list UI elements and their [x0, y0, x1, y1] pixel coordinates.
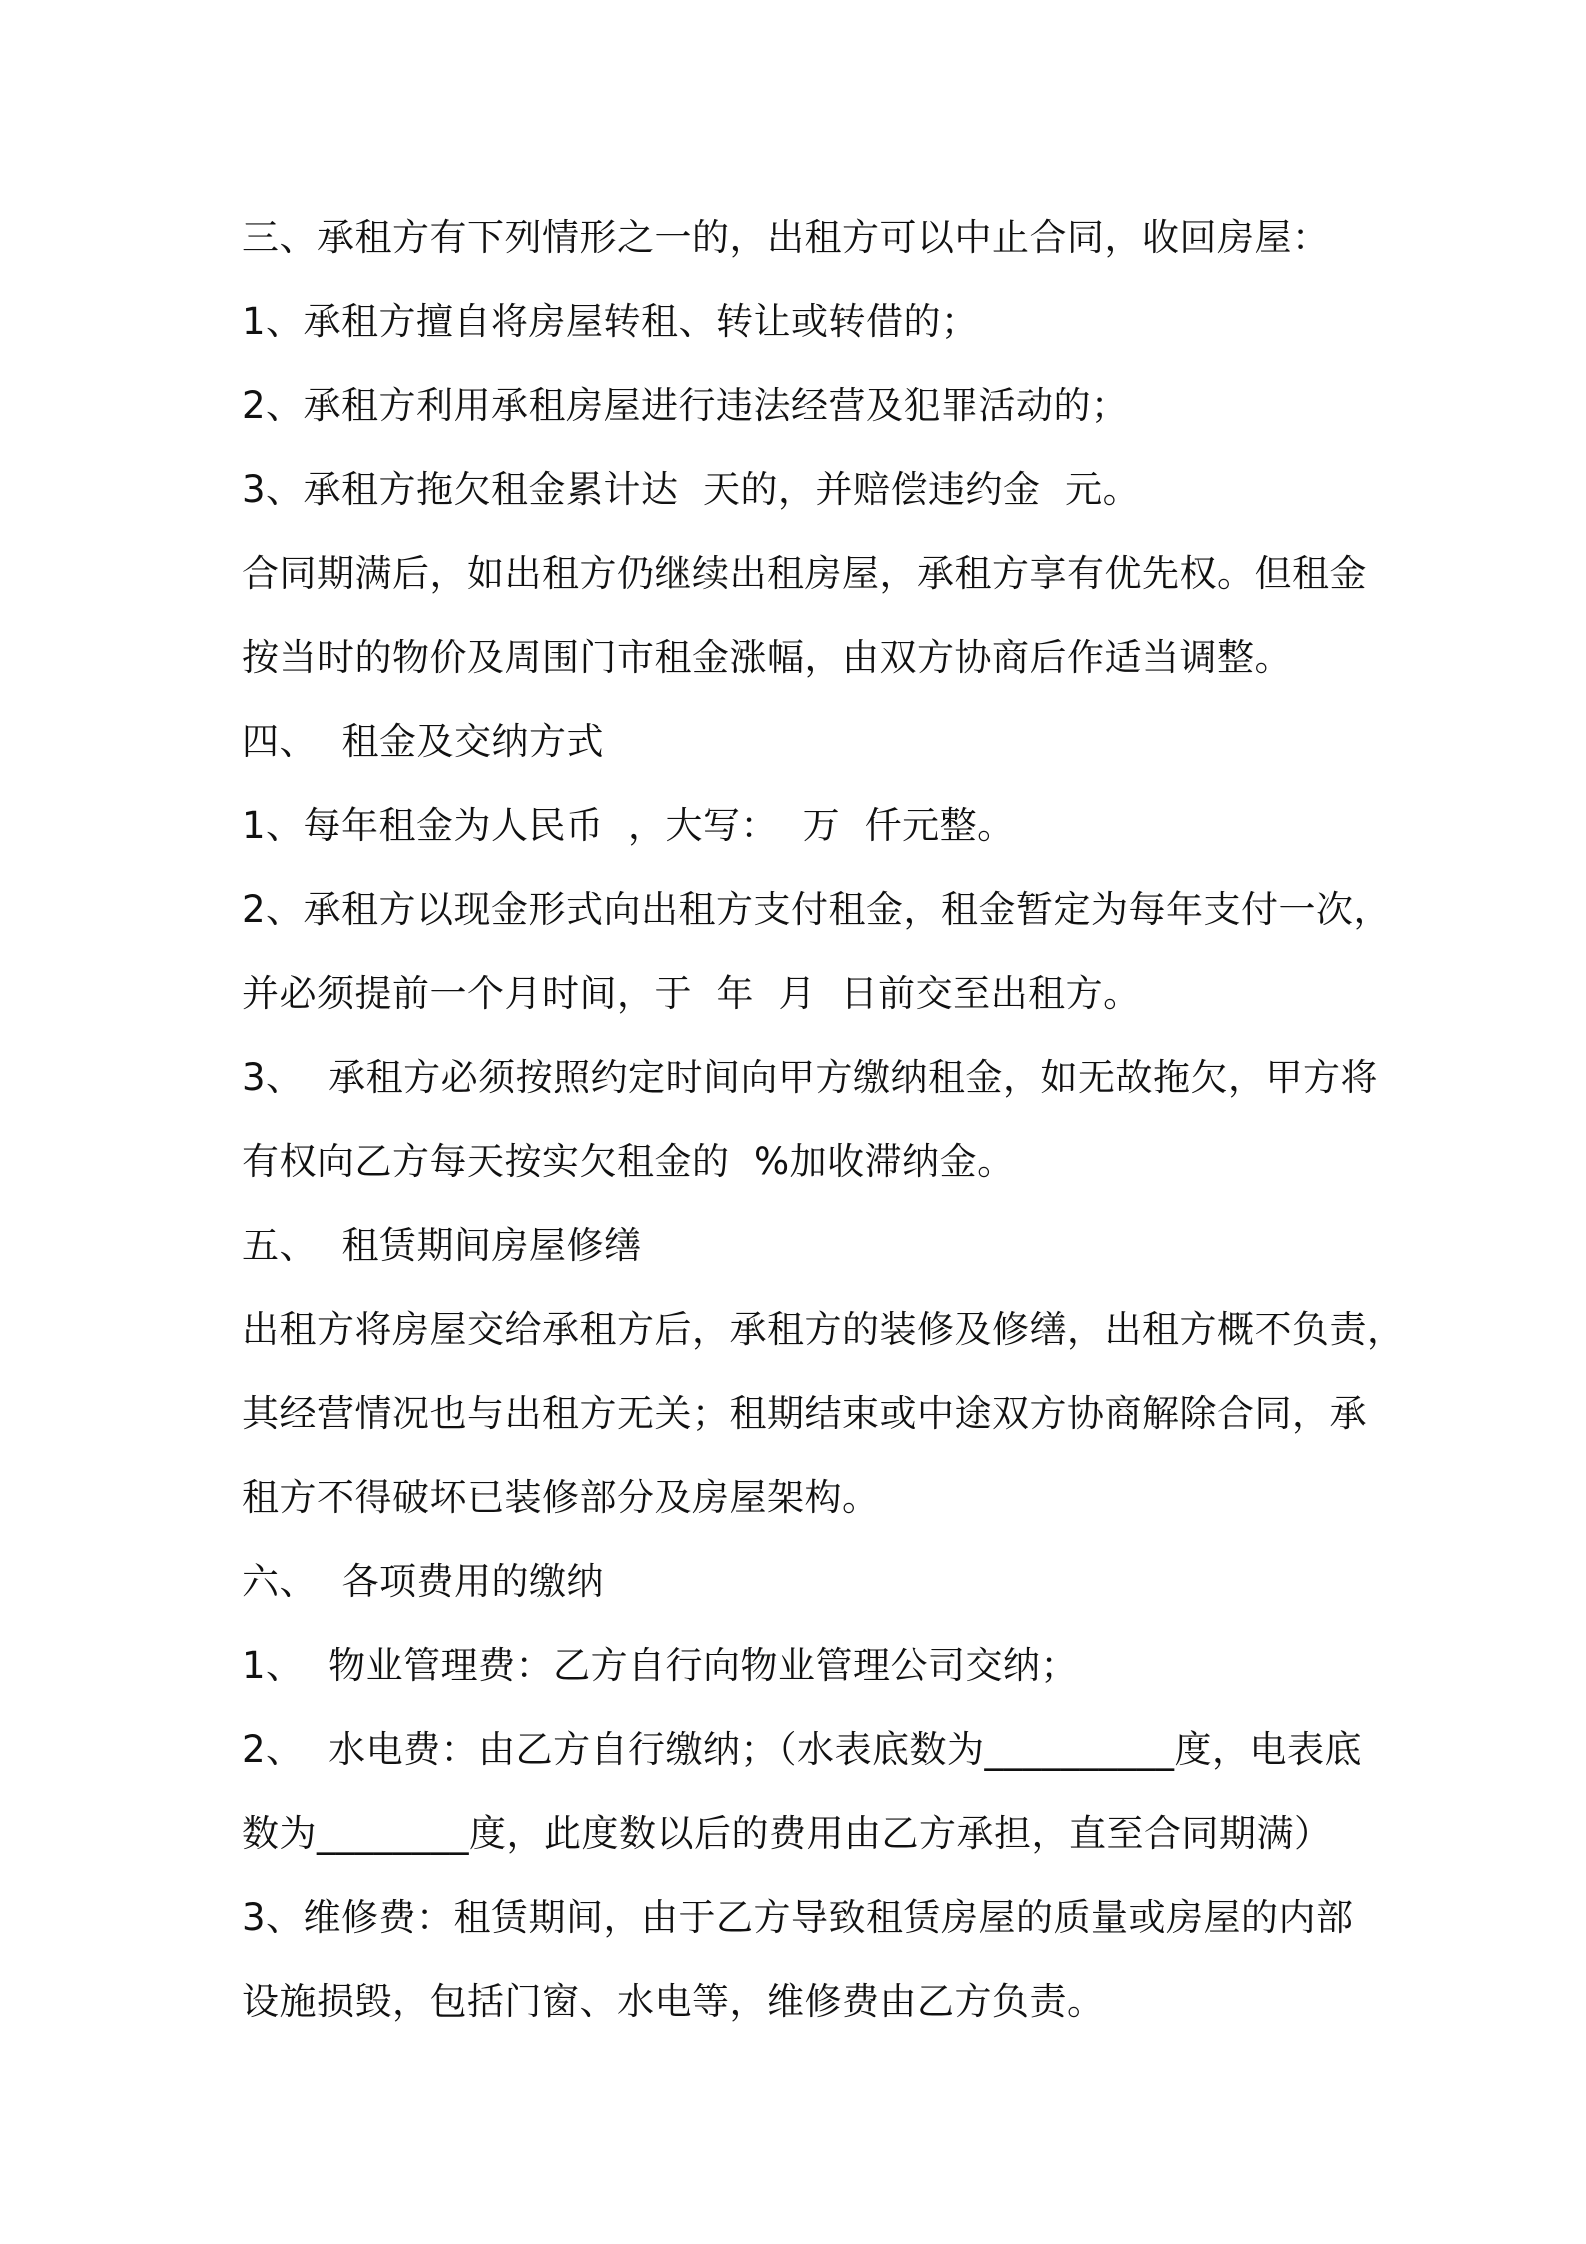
repair-paragraph-line-1: 出租方将房屋交给承租方后，承租方的装修及修缮，出租方概不负责， [242, 1308, 1405, 1351]
clause-3-1: 1、承租方擅自将房屋转租、转让或转借的； [242, 300, 979, 343]
section-5-heading: 五、 租赁期间房屋修缮 [242, 1224, 642, 1267]
repair-paragraph-line-2: 其经营情况也与出租方无关；租期结束或中途双方协商解除合同，承 [242, 1392, 1367, 1435]
renewal-paragraph-line-1: 合同期满后，如出租方仍继续出租房屋，承租方享有优先权。但租金 [242, 552, 1367, 595]
clause-6-3-line-2: 设施损毁，包括门窗、水电等，维修费由乙方负责。 [242, 1980, 1105, 2023]
clause-6-1: 1、 物业管理费：乙方自行向物业管理公司交纳； [242, 1644, 1079, 1687]
clause-4-1: 1、每年租金为人民币 ，大写： 万 仟元整。 [242, 804, 1015, 847]
section-3-heading: 三、承租方有下列情形之一的，出租方可以中止合同，收回房屋： [242, 216, 1330, 259]
contract-body [242, 196, 1405, 2044]
clause-6-2-line-2: 数为________度，此度数以后的费用由乙方承担，直至合同期满） [242, 1812, 1332, 1855]
clause-4-2-line-1: 2、承租方以现金形式向出租方支付租金，租金暂定为每年支付一次， [242, 888, 1392, 931]
clause-3-2: 2、承租方利用承租房屋进行违法经营及犯罪活动的； [242, 384, 1129, 427]
clause-6-3-line-1: 3、维修费：租赁期间，由于乙方导致租赁房屋的质量或房屋的内部 [242, 1896, 1354, 1939]
clause-4-3-line-1: 3、 承租方必须按照约定时间向甲方缴纳租金，如无故拖欠，甲方将 [242, 1056, 1379, 1099]
renewal-paragraph-line-2: 按当时的物价及周围门市租金涨幅，由双方协商后作适当调整。 [242, 636, 1292, 679]
repair-paragraph-line-3: 租方不得破坏已装修部分及房屋架构。 [242, 1476, 880, 1519]
clause-3-3: 3、承租方拖欠租金累计达 天的，并赔偿违约金 元。 [242, 468, 1141, 511]
section-6-heading: 六、 各项费用的缴纳 [242, 1560, 605, 1603]
clause-4-3-line-2: 有权向乙方每天按实欠租金的 %加收滞纳金。 [242, 1140, 1015, 1183]
section-4-heading: 四、 租金及交纳方式 [242, 720, 605, 763]
clause-4-2-line-2: 并必须提前一个月时间，于 年 月 日前交至出租方。 [242, 972, 1141, 1015]
clause-6-2-line-1: 2、 水电费：由乙方自行缴纳；（水表底数为__________度，电表底 [242, 1728, 1363, 1771]
